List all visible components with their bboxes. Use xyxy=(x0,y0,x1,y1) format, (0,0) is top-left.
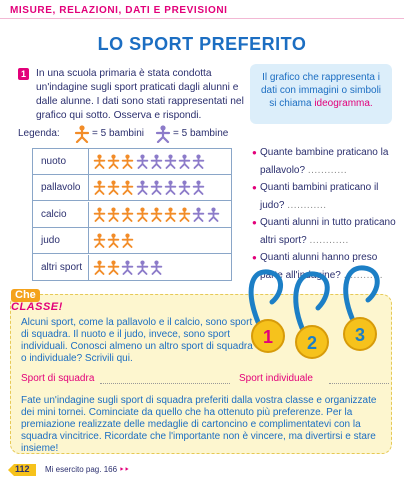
row-divider xyxy=(88,202,89,227)
header-bar xyxy=(0,0,404,22)
boy-figure-icon xyxy=(107,178,120,197)
footer xyxy=(0,458,404,480)
answer-blank: ............ xyxy=(309,234,349,246)
girl-figure-icon xyxy=(164,152,177,171)
girl-figure-icon xyxy=(192,205,205,224)
boy-figure-icon xyxy=(107,231,120,250)
team-sport-blank[interactable] xyxy=(100,383,230,384)
row-divider xyxy=(88,149,89,174)
question-text: Quante bambine praticano la pallavolo? xyxy=(260,147,389,176)
team-sport-label: Sport di squadra xyxy=(21,373,95,384)
class-paragraph-2: Fate un'indagine sugli sport di squadra preferiti dalla vostra classe e organizzate dei mini tornei. Cominciate da quello che ha ottenuto più preferenze. Per la premiazione realizzate delle medaglie di cartoncino e complimentatevi con la squadra vincitrice. Ricordate che l'importante non è vincere, ma divertirsi e stare insieme! xyxy=(21,395,377,454)
legend xyxy=(18,125,258,143)
row-label: pallavolo xyxy=(41,182,81,194)
exercise-intro: In una scuola primaria è stata condotta un'indagine sugli sport praticati dagli alunni e dalle alunne. I dati sono stati rappresentati nel grafico qui sotto. Osserva e rispondi. xyxy=(36,68,244,121)
boy-figure-icon xyxy=(121,152,134,171)
info-highlight: ideogramma. xyxy=(314,98,373,109)
boy-figure-icon xyxy=(93,152,106,171)
question-item xyxy=(252,214,398,249)
sport-write-lines xyxy=(21,373,371,387)
page-title: LO SPORT PREFERITO xyxy=(97,34,307,54)
question-item xyxy=(252,144,398,179)
header-rule xyxy=(0,18,404,19)
medal-3 xyxy=(344,318,376,350)
boy-figure-icon xyxy=(121,205,134,224)
table-row xyxy=(33,202,231,228)
girl-figure-icon xyxy=(192,152,205,171)
boy-figure-icon xyxy=(93,178,106,197)
boy-figure-icon xyxy=(74,125,90,143)
exercise-number: 1 xyxy=(18,68,29,80)
boy-figure-icon xyxy=(93,258,106,277)
answer-blank: ............ xyxy=(343,269,383,281)
question-text: Quanti alunni in tutto praticano altri sport? xyxy=(260,217,396,246)
row-label: judo xyxy=(41,235,60,247)
table-row xyxy=(33,228,231,254)
medal-1 xyxy=(252,320,284,352)
legend-label: Legenda: xyxy=(18,128,60,139)
girl-figure-icon xyxy=(207,205,220,224)
medal-3-number: 3 xyxy=(354,325,366,345)
row-divider xyxy=(88,175,89,200)
row-label: altri sport xyxy=(41,261,83,273)
answer-blank: ............ xyxy=(287,199,327,211)
footer-reference xyxy=(45,465,130,474)
medal-2 xyxy=(296,326,328,358)
che-logo: Che xyxy=(11,289,40,302)
legend-item-boys: = 5 bambini xyxy=(92,128,144,139)
classe-logo: CLASSE! xyxy=(11,301,63,313)
info-text: Il grafico che rappresenta i dati con immagini o simboli si chiama xyxy=(260,72,382,109)
row-divider xyxy=(88,255,89,281)
girl-figure-icon xyxy=(136,152,149,171)
boy-figure-icon xyxy=(121,178,134,197)
legend-item-girls: = 5 bambine xyxy=(173,128,229,139)
boy-figure-icon xyxy=(150,205,163,224)
page-number: 112 xyxy=(15,464,30,474)
boy-figure-icon xyxy=(93,205,106,224)
boy-figure-icon xyxy=(107,152,120,171)
boy-figure-icon xyxy=(107,205,120,224)
medals-illustration xyxy=(240,262,400,362)
answer-blank: ............ xyxy=(307,164,348,176)
section-title: MISURE, RELAZIONI, DATI E PREVISIONI xyxy=(10,5,228,16)
individual-sport-label: Sport individuale xyxy=(239,373,313,384)
girl-figure-icon xyxy=(178,152,191,171)
ribbon-3 xyxy=(346,268,378,318)
table-row xyxy=(33,255,231,281)
boy-figure-icon xyxy=(121,231,134,250)
boy-figure-icon xyxy=(164,205,177,224)
question-text: Quanti bambini praticano il judo? xyxy=(260,182,379,211)
question-text: Quanti alunni hanno preso parte all'indagine? xyxy=(260,252,378,281)
girl-figure-icon xyxy=(121,258,134,277)
medal-2-number: 2 xyxy=(306,333,318,353)
question-item xyxy=(252,179,398,214)
table-row xyxy=(33,175,231,201)
boy-figure-icon xyxy=(107,258,120,277)
boy-figure-icon xyxy=(178,205,191,224)
class-paragraph-1: Alcuni sport, come la pallavolo e il calcio, sono sport di squadra. Il nuoto e il judo, invece, sono sport individuali. Conosci almeno un altro sport di squadra o individuale? Scrivili qui. xyxy=(21,317,253,364)
girl-figure-icon xyxy=(136,178,149,197)
info-box xyxy=(250,64,392,124)
girl-figure-icon xyxy=(164,178,177,197)
row-divider xyxy=(88,228,89,253)
girl-figure-icon xyxy=(150,258,163,277)
row-label: calcio xyxy=(41,208,67,220)
ribbon-2 xyxy=(296,274,328,328)
girl-figure-icon xyxy=(192,178,205,197)
girl-figure-icon xyxy=(150,178,163,197)
girl-figure-icon xyxy=(136,258,149,277)
girl-figure-icon xyxy=(150,152,163,171)
medal-1-number: 1 xyxy=(262,327,274,347)
footer-code: ‣‣ xyxy=(119,465,130,474)
row-label: nuoto xyxy=(41,156,67,167)
girl-figure-icon xyxy=(155,125,171,143)
ribbon-1 xyxy=(251,272,280,322)
individual-sport-blank[interactable] xyxy=(329,383,389,384)
table-row xyxy=(33,149,231,175)
ideogram-table xyxy=(32,148,232,281)
boy-figure-icon xyxy=(93,231,106,250)
boy-figure-icon xyxy=(136,205,149,224)
footer-reference-text: Mi esercito pag. 166 xyxy=(45,465,118,474)
girl-figure-icon xyxy=(178,178,191,197)
